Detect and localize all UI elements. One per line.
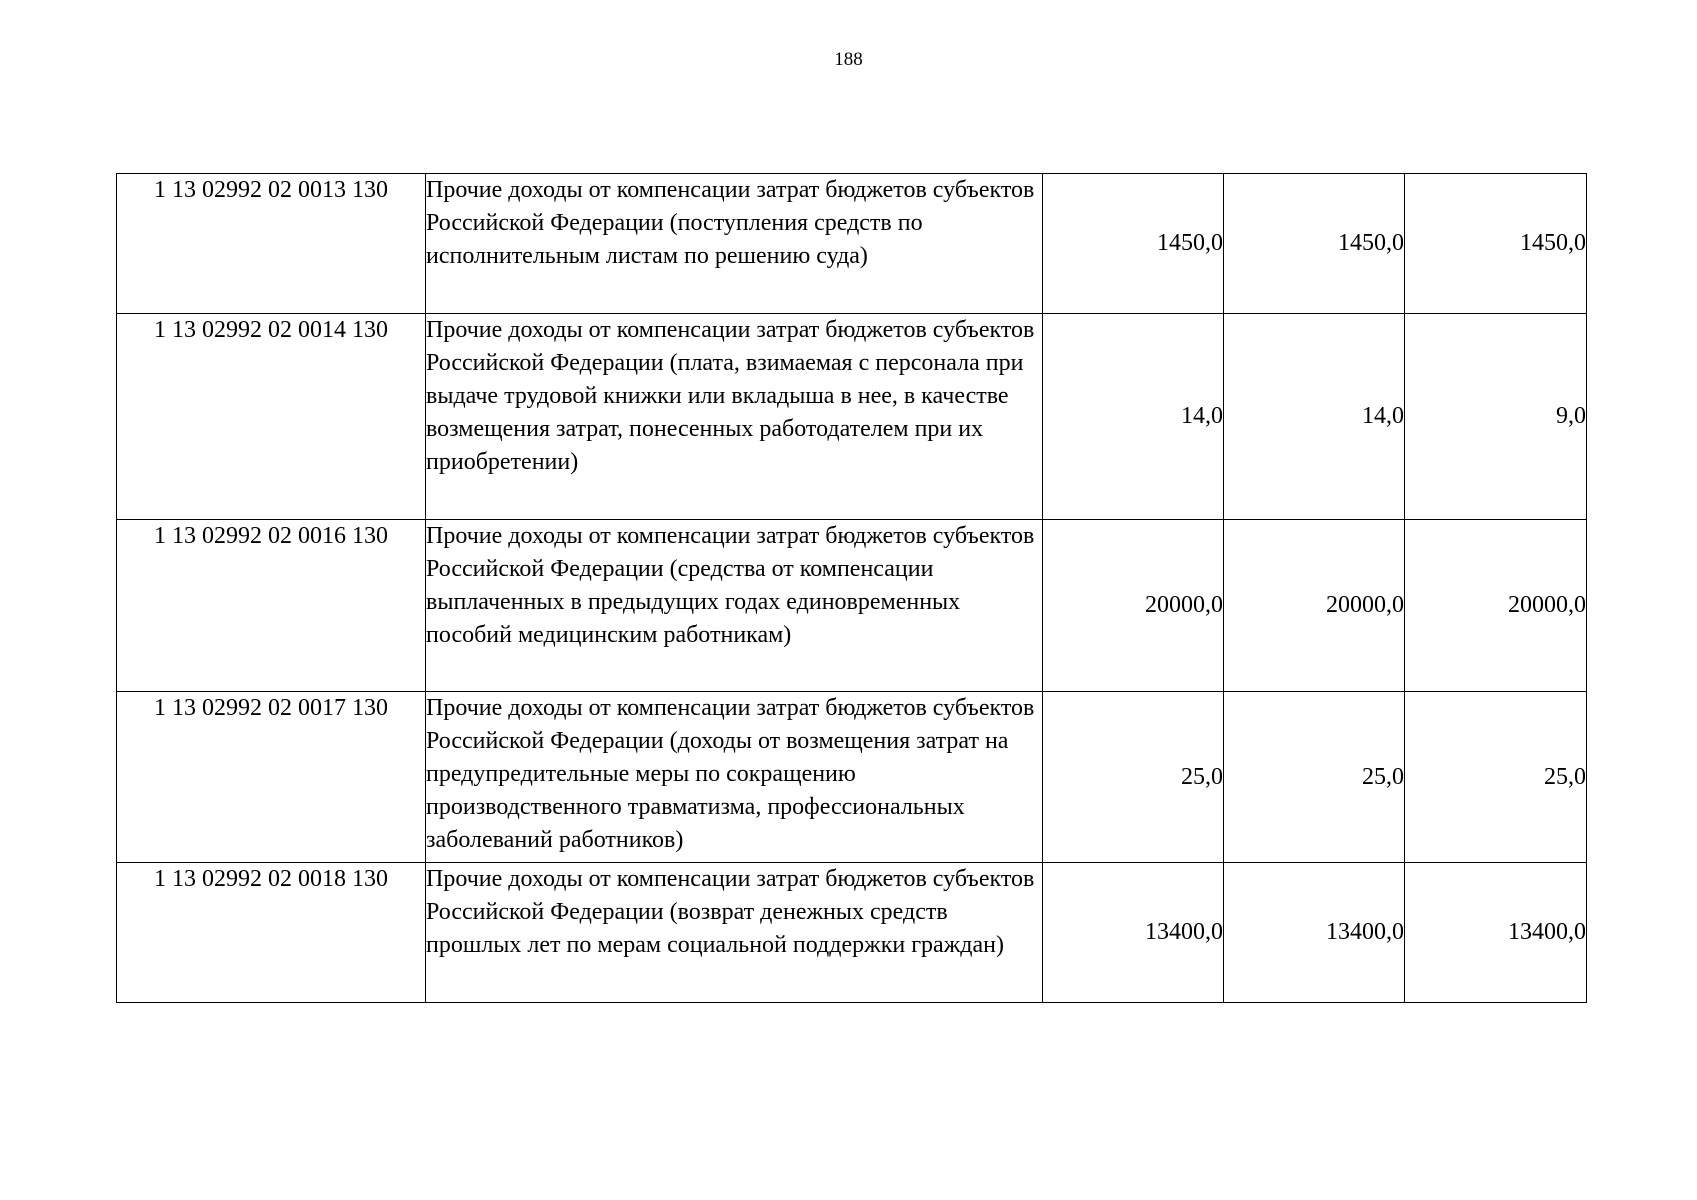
amount-cell-1: 20000,0 [1043, 520, 1224, 692]
revenue-code-cell: 1 13 02992 02 0016 130 [117, 520, 426, 692]
revenue-description-cell: Прочие доходы от компенсации затрат бюджетов субъектов Российской Федерации (поступления средств по исполнительным листам по решению суда) [426, 174, 1043, 314]
amount-cell-3: 1450,0 [1405, 174, 1587, 314]
table-row [117, 863, 1587, 1003]
table-row [117, 520, 1587, 692]
revenue-code-cell: 1 13 02992 02 0017 130 [117, 692, 426, 863]
amount-cell-1: 14,0 [1043, 314, 1224, 520]
amount-cell-1: 25,0 [1043, 692, 1224, 863]
page-number: 188 [834, 49, 863, 70]
amount-cell-2: 20000,0 [1224, 520, 1405, 692]
amount-cell-2: 1450,0 [1224, 174, 1405, 314]
amount-cell-3: 20000,0 [1405, 520, 1587, 692]
amount-cell-3: 13400,0 [1405, 863, 1587, 1003]
revenue-description-cell: Прочие доходы от компенсации затрат бюджетов субъектов Российской Федерации (доходы от возмещения затрат на предупредительные меры по сокращению производственного травматизма, профессиональных заболеваний работников) [426, 692, 1043, 863]
amount-cell-1: 13400,0 [1043, 863, 1224, 1003]
revenue-description-cell: Прочие доходы от компенсации затрат бюджетов субъектов Российской Федерации (средства от компенсации выплаченных в предыдущих годах единовременных пособий медицинским работникам) [426, 520, 1043, 692]
revenue-description-cell: Прочие доходы от компенсации затрат бюджетов субъектов Российской Федерации (плата, взимаемая с персонала при выдаче трудовой книжки или вкладыша в нее, в качестве возмещения затрат, понесенных работодателем при их приобретении) [426, 314, 1043, 520]
amount-cell-2: 14,0 [1224, 314, 1405, 520]
revenue-code-cell: 1 13 02992 02 0018 130 [117, 863, 426, 1003]
amount-cell-2: 25,0 [1224, 692, 1405, 863]
table-row [117, 692, 1587, 863]
amount-cell-2: 13400,0 [1224, 863, 1405, 1003]
budget-revenue-table [116, 173, 1587, 1003]
revenue-code-cell: 1 13 02992 02 0013 130 [117, 174, 426, 314]
table-row [117, 174, 1587, 314]
revenue-code-cell: 1 13 02992 02 0014 130 [117, 314, 426, 520]
amount-cell-3: 25,0 [1405, 692, 1587, 863]
amount-cell-1: 1450,0 [1043, 174, 1224, 314]
table-row [117, 314, 1587, 520]
revenue-description-cell: Прочие доходы от компенсации затрат бюджетов субъектов Российской Федерации (возврат денежных средств прошлых лет по мерам социальной поддержки граждан) [426, 863, 1043, 1003]
amount-cell-3: 9,0 [1405, 314, 1587, 520]
